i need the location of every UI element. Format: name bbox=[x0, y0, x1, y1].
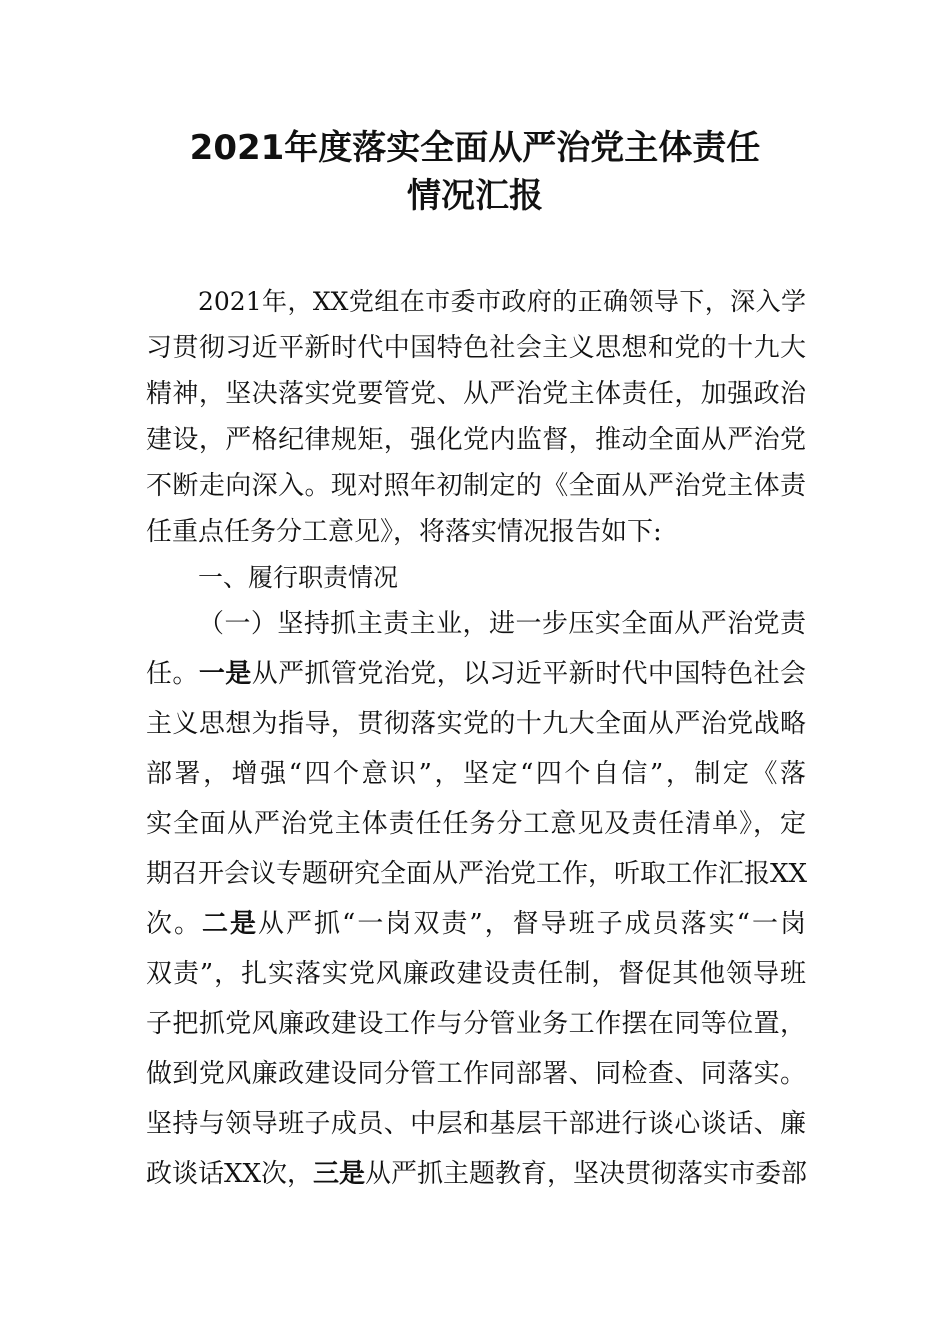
body-text: 从严抓“一岗双责”，督导班子成员落实“一岗 bbox=[258, 909, 806, 939]
body-line: 部署，增强“四个意识”，坚定“四个自信”，制定《落 bbox=[146, 759, 806, 789]
body-text: 从严抓管党治党，以习近平新时代中国特色社会 bbox=[251, 659, 806, 689]
body-line: 主义思想为指导，贯彻落实党的十九大全面从严治党战略 bbox=[146, 709, 806, 739]
body-line: 建设，严格纪律规矩，强化党内监督，推动全面从严治党 bbox=[146, 425, 806, 455]
body-line: 子把抓党风廉政建设工作与分管业务工作摆在同等位置， bbox=[146, 1009, 806, 1039]
body-text: 从严抓主题教育，坚决贯彻落实市委部 bbox=[365, 1159, 808, 1189]
keyword-ershi: 二是 bbox=[202, 909, 259, 939]
body-line: 双责”，扎实落实党风廉政建设责任制，督促其他领导班 bbox=[146, 959, 806, 989]
body-line: 精神，坚决落实党要管党、从严治党主体责任，加强政治 bbox=[146, 379, 806, 409]
keyword-yishi: 一是 bbox=[198, 659, 252, 689]
body-text: 政谈话XX次， bbox=[146, 1159, 314, 1189]
keyword-sanshi: 三是 bbox=[313, 1159, 366, 1189]
body-line: 期召开会议专题研究全面从严治党工作，听取工作汇报XX bbox=[146, 859, 808, 889]
body-text: 次。 bbox=[146, 909, 203, 939]
document-title-line-2: 情况汇报 bbox=[407, 176, 543, 216]
body-line: 做到党风廉政建设同分管工作同部署、同检查、同落实。 bbox=[146, 1059, 806, 1089]
body-line: 2021年，XX党组在市委市政府的正确领导下，深入学 bbox=[198, 287, 806, 316]
body-line bbox=[146, 648, 806, 700]
body-line bbox=[146, 898, 806, 950]
section-heading: 一、履行职责情况 bbox=[198, 563, 399, 592]
body-line: （一）坚持抓主责主业，进一步压实全面从严治党责 bbox=[198, 609, 806, 639]
body-line: 任重点任务分工意见》，将落实情况报告如下: bbox=[146, 517, 662, 547]
body-text: 任。 bbox=[146, 659, 199, 689]
body-line: 不断走向深入。现对照年初制定的《全面从严治党主体责 bbox=[146, 471, 806, 501]
body-line: 坚持与领导班子成员、中层和基层干部进行谈心谈话、廉 bbox=[146, 1109, 806, 1139]
document-title-line-1: 2021年度落实全面从严治党主体责任 bbox=[189, 128, 761, 168]
body-line: 实全面从严治党主体责任任务分工意见及责任清单》，定 bbox=[146, 809, 806, 839]
body-line bbox=[146, 1148, 806, 1200]
body-line: 习贯彻习近平新时代中国特色社会主义思想和党的十九大 bbox=[146, 333, 806, 363]
